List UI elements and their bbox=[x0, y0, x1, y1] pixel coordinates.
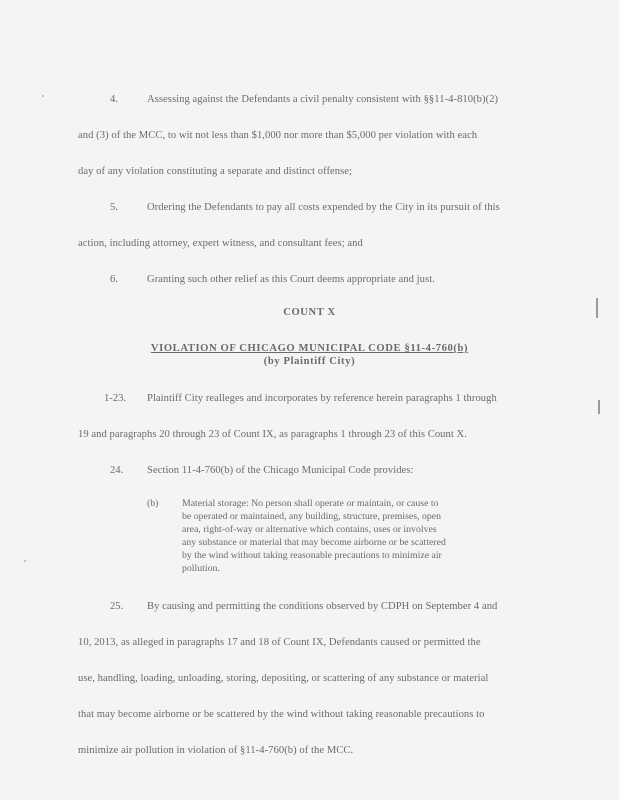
quote-line: by the wind without taking reasonable precautions to minimize air bbox=[182, 550, 442, 561]
paragraph-number: 25. bbox=[110, 601, 124, 612]
paragraph-line: 10, 2013, as alleged in paragraphs 17 and 18 of Count IX, Defendants caused or permitted the bbox=[78, 637, 481, 648]
paragraph-number: 24. bbox=[110, 465, 124, 476]
paragraph-line: Ordering the Defendants to pay all costs expended by the City in its pursuit of this bbox=[147, 202, 500, 213]
violation-title: VIOLATION OF CHICAGO MUNICIPAL CODE §11-4-760(b) bbox=[150, 343, 469, 354]
quote-line: be operated or maintained, any building, structure, premises, open bbox=[182, 511, 441, 522]
paragraph-line: day of any violation constituting a separate and distinct offense; bbox=[78, 166, 353, 177]
paragraph-line: minimize air pollution in violation of §11-4-760(b) of the MCC. bbox=[78, 745, 354, 756]
paragraph-line: and (3) of the MCC, to wit not less than $1,000 nor more than $5,000 per violation with each bbox=[78, 130, 478, 141]
paragraph-line: use, handling, loading, unloading, storing, depositing, or scattering of any substance or material bbox=[78, 673, 489, 684]
scan-mark bbox=[598, 400, 600, 414]
quote-line: area, right-of-way or alternative which contains, uses or involves bbox=[182, 524, 437, 535]
paragraph-line: action, including attorney, expert witness, and consultant fees; and bbox=[78, 238, 363, 249]
paragraph-number: 5. bbox=[110, 202, 118, 213]
count-title: COUNT X bbox=[283, 307, 336, 318]
scan-speck bbox=[42, 95, 44, 97]
paragraph-line: Assessing against the Defendants a civil penalty consistent with §§11-4-810(b)(2) bbox=[147, 94, 499, 105]
paragraph-number: 4. bbox=[110, 94, 118, 105]
quote-line: Material storage: No person shall operate or maintain, or cause to bbox=[182, 498, 439, 509]
quote-label: (b) bbox=[147, 498, 159, 509]
paragraph-line: Granting such other relief as this Court deems appropriate and just. bbox=[147, 274, 435, 285]
violation-subtitle: (by Plaintiff City) bbox=[263, 356, 356, 367]
paragraph-line: Section 11-4-760(b) of the Chicago Municipal Code provides: bbox=[147, 465, 414, 476]
paragraph-line: Plaintiff City realleges and incorporates by reference herein paragraphs 1 through bbox=[147, 393, 497, 404]
quote-line: pollution. bbox=[182, 563, 220, 574]
quote-line: any substance or material that may become airborne or be scattered bbox=[182, 537, 446, 548]
paragraph-line: By causing and permitting the conditions observed by CDPH on September 4 and bbox=[147, 601, 498, 612]
paragraph-line: 19 and paragraphs 20 through 23 of Count IX, as paragraphs 1 through 23 of this Count X. bbox=[78, 429, 467, 440]
scan-mark bbox=[596, 298, 598, 318]
paragraph-number: 6. bbox=[110, 274, 118, 285]
paragraph-number: 1-23. bbox=[104, 393, 127, 404]
paragraph-line: that may become airborne or be scattered by the wind without taking reasonable precautions to bbox=[78, 709, 485, 720]
scan-speck bbox=[24, 560, 26, 562]
